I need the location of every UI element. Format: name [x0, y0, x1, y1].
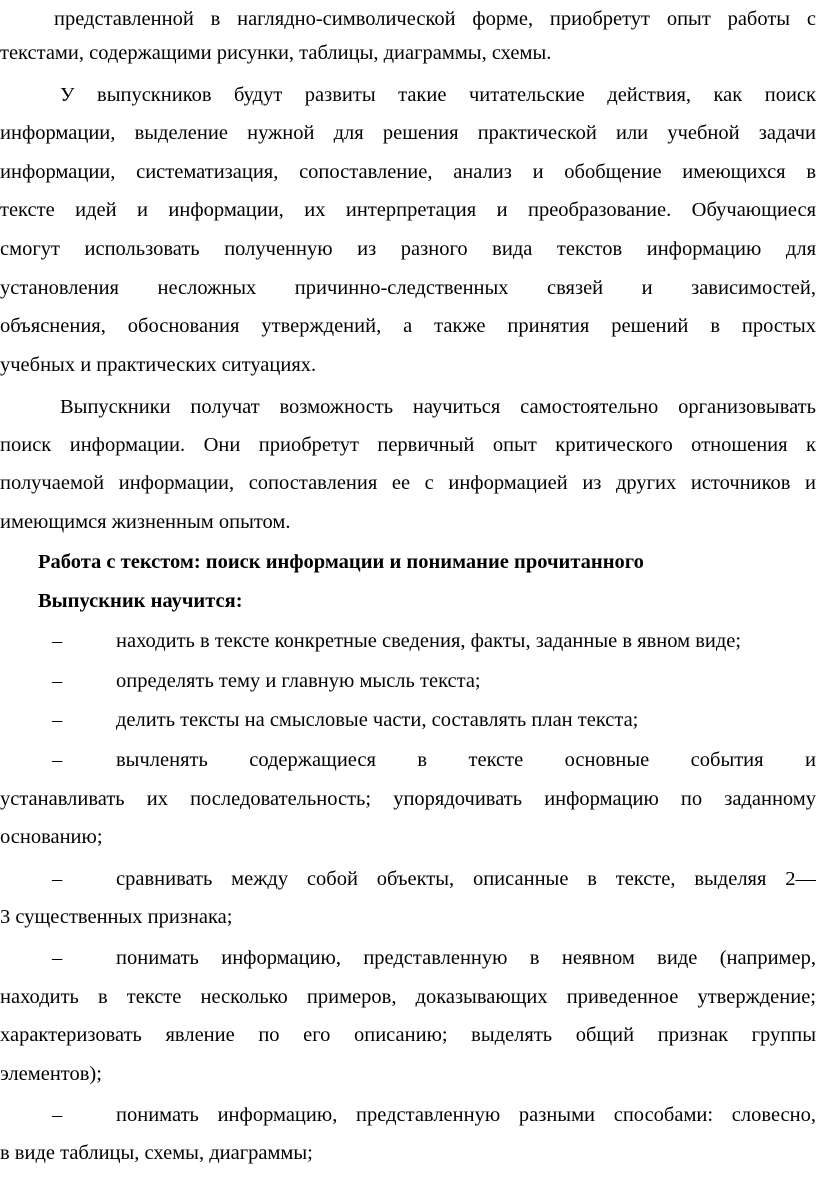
section-subheading: Выпускник научится: — [38, 590, 243, 612]
para2-line-2: информации, выделение нужной для решения практической или учебной задачи — [0, 122, 816, 144]
list-item-2: определять тему и главную мысль текста; — [116, 670, 481, 692]
list-item-5-line-2: 3 существенных признака; — [0, 906, 233, 928]
list-dash: – — [52, 670, 63, 692]
para2-line-1: У выпускников будут развиты такие читательские действия, как поиск — [60, 84, 816, 106]
para2-line-7: объяснения, обоснования утверждений, а также принятия решений в простых — [0, 315, 816, 337]
list-item-1: находить в тексте конкретные сведения, факты, заданные в явном виде; — [116, 630, 742, 652]
para2-line-3: информации, систематизация, сопоставление, анализ и обобщение имеющихся в — [0, 161, 816, 183]
intro-line-2: текстами, содержащими рисунки, таблицы, диаграммы, схемы. — [0, 42, 552, 64]
para2-line-4: тексте идей и информации, их интерпретация и преобразование. Обучающиеся — [0, 199, 816, 221]
list-dash: – — [52, 947, 63, 969]
para2-line-6: установления несложных причинно-следственных связей и зависимостей, — [0, 277, 816, 299]
intro-line-1: представленной в наглядно-символической форме, приобретут опыт работы с — [54, 8, 816, 30]
list-item-7-line-1: понимать информацию, представленную разными способами: словесно, — [116, 1104, 816, 1126]
list-item-6-line-4: элементов); — [0, 1063, 102, 1085]
para2-line-5: смогут использовать полученную из разного вида текстов информацию для — [0, 238, 816, 260]
list-item-4-line-3: основанию; — [0, 826, 103, 848]
para3-line-1: Выпускники получат возможность научиться самостоятельно организовывать — [60, 396, 816, 418]
list-dash: – — [52, 1104, 63, 1126]
list-item-6-line-2: находить в тексте несколько примеров, доказывающих приведенное утверждение; — [0, 986, 816, 1008]
list-dash: – — [52, 868, 63, 890]
list-dash: – — [52, 630, 63, 652]
list-item-6-line-3: характеризовать явление по его описанию; выделять общий признак группы — [0, 1024, 816, 1046]
para2-line-8: учебных и практических ситуациях. — [0, 354, 317, 376]
list-dash: – — [52, 749, 63, 771]
section-heading: Работа с текстом: поиск информации и понимание прочитанного — [38, 551, 644, 573]
para3-line-3: получаемой информации, сопоставления ее с информацией из других источников и — [0, 472, 816, 494]
list-item-7-line-2: в виде таблицы, схемы, диаграммы; — [0, 1142, 313, 1164]
list-dash: – — [52, 709, 63, 731]
list-item-6-line-1: понимать информацию, представленную в неявном виде (например, — [116, 947, 816, 969]
para3-line-4: имеющимся жизненным опытом. — [0, 511, 291, 533]
list-item-5-line-1: сравнивать между собой объекты, описанные в тексте, выделяя 2— — [116, 868, 816, 890]
list-item-4-line-1: вычленять содержащиеся в тексте основные события и — [116, 749, 816, 771]
list-item-4-line-2: устанавливать их последовательность; упорядочивать информацию по заданному — [0, 788, 816, 810]
para3-line-2: поиск информации. Они приобретут первичный опыт критического отношения к — [0, 434, 816, 456]
list-item-3: делить тексты на смысловые части, составлять план текста; — [116, 709, 639, 731]
